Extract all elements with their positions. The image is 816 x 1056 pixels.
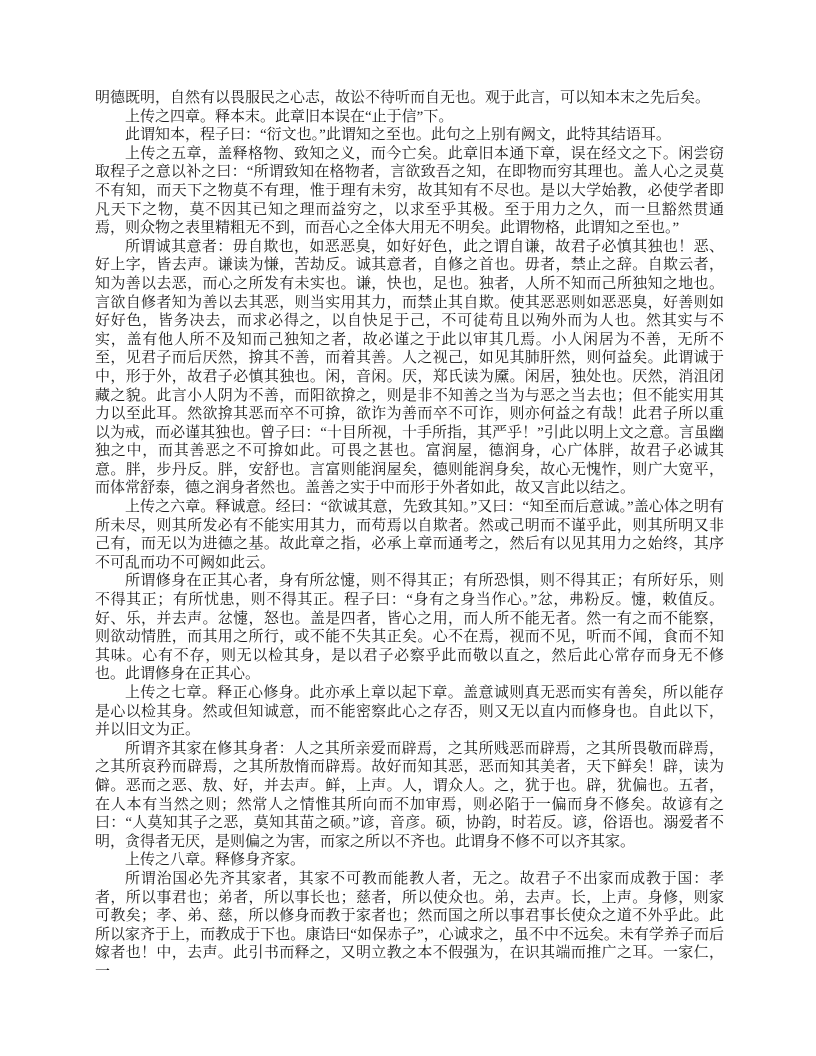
paragraph: 明德既明，自然有以畏服民之心志，故讼不待听而自无也。观于此言，可以知本末之先后矣。 [95, 90, 711, 106]
paragraph: 所谓齐其家在修其身者：人之其所亲爱而辟焉，之其所贱恶而辟焉，之其所畏敬而辟焉，之其所哀矜而辟焉，之其所敖惰而辟焉。故好而知其恶，恶而知其美者，天下鲜矣！辟，读为僻。恶而之恶、敖、好，并去声。鲜，上声。人，谓众人。之，犹于也。辟，犹偏也。五者，在人本有当然之则；然常人之情惟其所向而不加审焉，则必陷于一偏而身不修矣。故谚有之曰：“人莫知其子之恶，莫知其苗之硕。”谚，音彦。硕，协韵，时若反。谚，俗语也。溺爱者不明，贪得者无厌，是则偏之为害，而家之所以不齐也。此谓身不修不可以齐其家。 [95, 740, 724, 850]
paragraph: 上传之七章。释正心修身。此亦承上章以起下章。盖意诚则真无恶而实有善矣，所以能存是心以检其身。然或但知诚意，而不能密察此心之存否，则又无以直内而修身也。自此以下，并以旧文为正。 [95, 685, 724, 739]
document-body [95, 89, 724, 982]
paragraph: 所谓治国必先齐其家者，其家不可教而能教人者，无之。故君子不出家而成教于国：孝者，所以事君也；弟者，所以事长也；慈者，所以使众也。弟，去声。长，上声。身修，则家可教矣；孝、弟、慈，所以修身而教于家者也；然而国之所以事君事长使众之道不外乎此。此所以家齐于上，而教成于下也。康诰曰“如保赤子”，心诚求之，虽不中不远矣。未有学养子而后嫁者也！中，去声。此引书而释之，又明立教之本不假强为，在识其端而推广之耳。一家仁，一 [95, 870, 724, 980]
paragraph: 所谓修身在正其心者，身有所忿懥，则不得其正；有所恐惧，则不得其正；有所好乐，则不得其正；有所忧患，则不得其正。程子曰：“身有之身当作心。”忿，弗粉反。懥，敕值反。好、乐，并去声。忿懥，怒也。盖是四者，皆心之用，而人所不能无者。然一有之而不能察，则欲动情胜，而其用之所行，或不能不失其正矣。心不在焉，视而不见，听而不闻，食而不知其味。心有不存，则无以检其身，是以君子必察乎此而敬以直之，然后此心常存而身无不修也。此谓修身在正其心。 [95, 573, 724, 683]
paragraph: 所谓诚其意者：毋自欺也，如恶恶臭，如好好色，此之谓自谦，故君子必慎其独也！恶、好上字，皆去声。谦读为慊，苦劫反。诚其意者，自修之首也。毋者，禁止之辞。自欺云者，知为善以去恶，而心之所发有未实也。谦，快也，足也。独者，人所不知而己所独知之地也。言欲自修者知为善以去其恶，则当实用其力，而禁止其自欺。使其恶恶则如恶恶臭，好善则如好好色，皆务决去，而求必得之，以自快足于己，不可徒苟且以殉外而为人也。然其实与不实，盖有他人所不及知而己独知之者，故必谨之于此以审其几焉。小人闲居为不善，无所不至，见君子而后厌然，揜其不善，而着其善。人之视己，如见其肺肝然，则何益矣。此谓诚于中，形于外，故君子必慎其独也。闲，音闲。厌，郑氏读为黡。闲居，独处也。厌然，消沮闭藏之貌。此言小人阴为不善，而阳欲揜之，则是非不知善之当为与恶之当去也；但不能实用其力以至此耳。然欲揜其恶而卒不可揜，欲诈为善而卒不可诈，则亦何益之有哉！此君子所以重以为戒，而必谨其独也。曾子曰：“十目所视，十手所指，其严乎！”引此以明上文之意。言虽幽独之中，而其善恶之不可揜如此。可畏之甚也。富润屋，德润身，心广体胖，故君子必诚其意。胖，步丹反。胖，安舒也。言富则能润屋矣，德则能润身矣，故心无愧怍，则广大宽平，而体常舒泰，德之润身者然也。盖善之实于中而形于外者如此，故又言此以结之。 [95, 238, 724, 497]
paragraph: 上传之五章，盖释格物、致知之义，而今亡矣。此章旧本通下章，误在经文之下。闲尝窃取程子之意以补之曰：“所谓致知在格物者，言欲致吾之知，在即物而穷其理也。盖人心之灵莫不有知，而天下之物莫不有理，惟于理有未穷，故其知有不尽也。是以大学始教，必使学者即凡天下之物，莫不因其已知之理而益穷之，以求至乎其极。至于用力之久，而一旦豁然贯通焉，则众物之表里精粗无不到，而吾心之全体大用无不明矣。此谓物格，此谓知之至也。” [95, 145, 724, 237]
paragraph: 上传之四章。释本末。此章旧本误在“止于信”下。 [125, 108, 454, 125]
paragraph: 上传之八章。释修身齐家。 [125, 852, 306, 869]
paragraph: 此谓知本，程子曰：“衍文也。”此谓知之至也。此句之上别有阙文，此特其结语耳。 [125, 127, 671, 144]
paragraph: 上传之六章。释诚意。经曰：“欲诚其意，先致其知。”又曰：“知至而后意诚。”盖心体之明有所未尽，则其所发必有不能实用其力，而苟焉以自欺者。然或己明而不谨乎此，则其所明又非己有，而无以为进德之基。故此章之指，必承上章而通考之，然后有以见其用力之始终，其序不可乱而功不可阙如此云。 [95, 499, 724, 571]
